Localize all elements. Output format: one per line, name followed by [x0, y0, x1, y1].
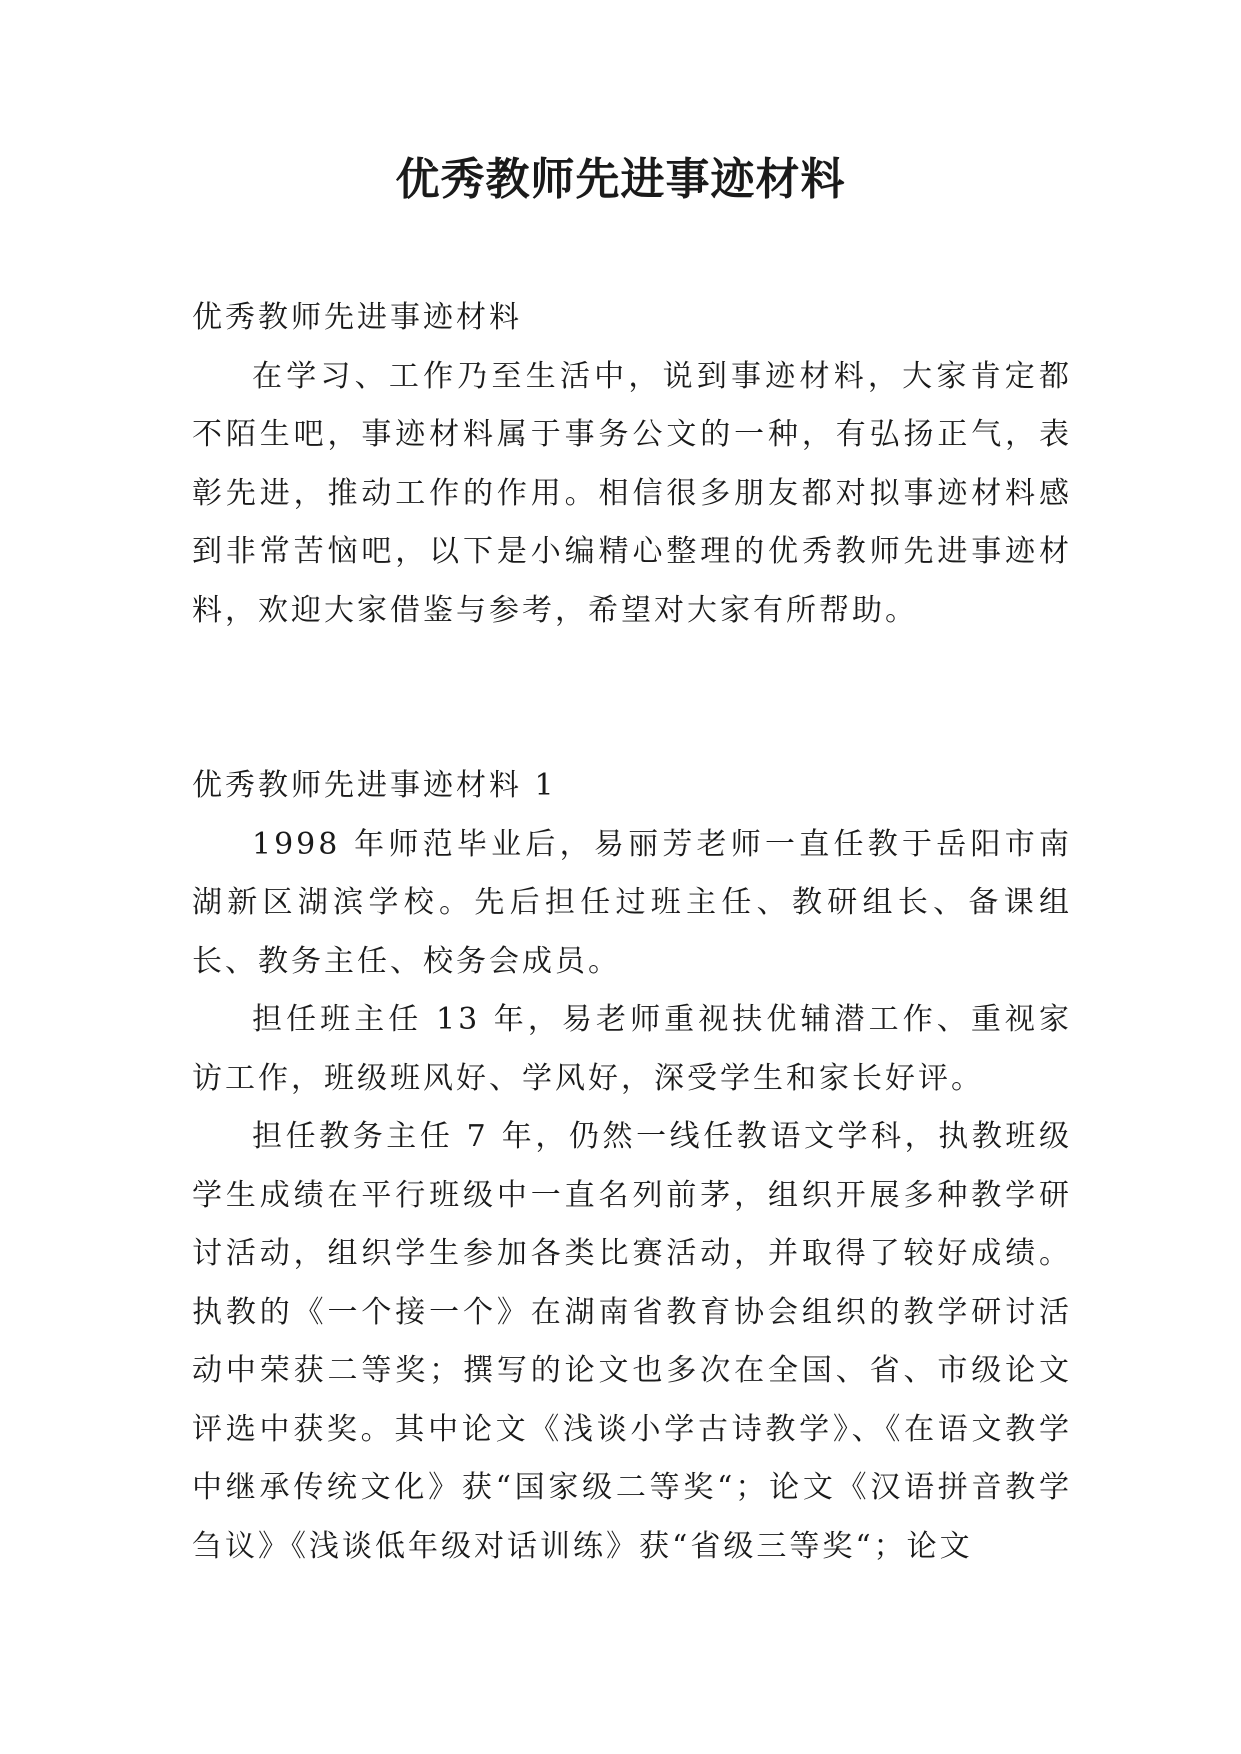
document-title: 优秀教师先进事迹材料: [395, 154, 846, 205]
intro-paragraph: 在学习、工作乃至生活中，说到事迹材料，大家肯定都不陌生吧，事迹材料属于事务公文的一种，有弘扬正气，表彰先进，推动工作的作用。相信很多朋友都对拟事迹材料感到非常苦恼吧，以下是小编精心整理的优秀教师先进事迹材料，欢迎大家借鉴与参考，希望对大家有所帮助。: [192, 358, 1072, 628]
document-body: [192, 289, 1072, 1576]
section1-paragraph-1: 1998 年师范毕业后，易丽芳老师一直任教于岳阳市南湖新区湖滨学校。先后担任过班主任、教研组长、备课组长、教务主任、校务会成员。: [192, 826, 1072, 979]
section1-paragraph-3: 担任教务主任 7 年，仍然一线任教语文学科，执教班级学生成绩在平行班级中一直名列前茅，组织开展多种教学研讨活动，组织学生参加各类比赛活动，并取得了较好成绩。执教的《一个接一个》在湖南省教育协会组织的教学研讨活动中荣获二等奖；撰写的论文也多次在全国、省、市级论文评选中获奖。其中论文《浅谈小学古诗教学》、《在语文教学中继承传统文化》获“国家级二等奖“；论文《汉语拼音教学刍议》《浅谈低年级对话训练》获“省级三等奖“；论文: [192, 1119, 1072, 1564]
intro-heading: 优秀教师先进事迹材料: [192, 300, 522, 335]
section1-heading: 优秀教师先进事迹材料 1: [192, 768, 557, 803]
section1-paragraph-2: 担任班主任 13 年，易老师重视扶优辅潜工作、重视家访工作，班级班风好、学风好，深受学生和家长好评。: [192, 1002, 1072, 1096]
section-spacer: [192, 640, 1072, 757]
